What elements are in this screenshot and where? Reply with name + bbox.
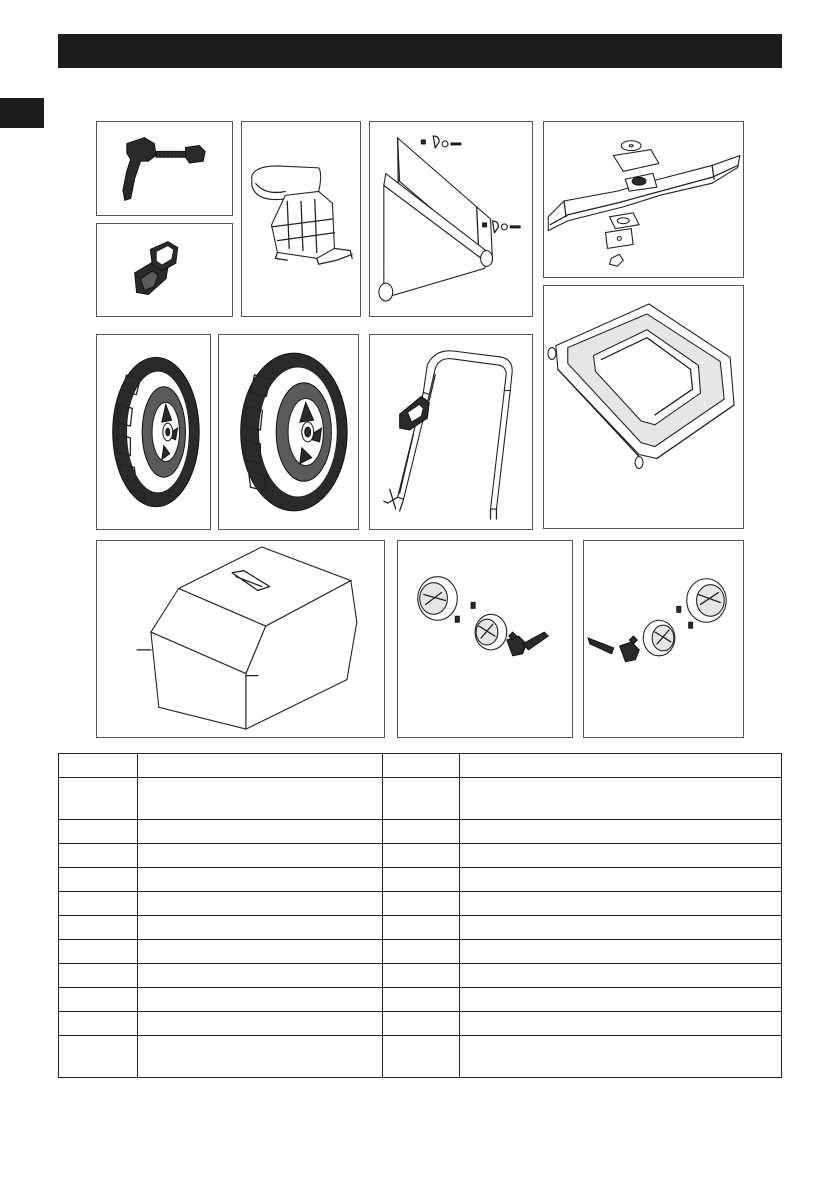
table-cell bbox=[59, 868, 138, 892]
blade-assembly-icon bbox=[544, 122, 743, 277]
table-cell bbox=[59, 754, 138, 778]
table-row bbox=[59, 868, 782, 892]
table-cell bbox=[382, 754, 460, 778]
table-cell bbox=[460, 1012, 782, 1036]
table-row bbox=[59, 892, 782, 916]
table-cell bbox=[382, 892, 460, 916]
table-cell bbox=[460, 892, 782, 916]
language-side-tab bbox=[0, 98, 44, 128]
table-cell bbox=[137, 1036, 382, 1078]
table-cell bbox=[59, 1036, 138, 1078]
panel-handle-clip bbox=[96, 223, 233, 317]
table-cell bbox=[137, 778, 382, 820]
table-row bbox=[59, 1012, 782, 1036]
table-cell bbox=[382, 964, 460, 988]
rear-flap-icon bbox=[544, 286, 743, 528]
panel-handle-bar bbox=[369, 334, 533, 530]
panel-quick-release-lever bbox=[96, 121, 233, 216]
table-cell bbox=[382, 916, 460, 940]
table-cell bbox=[382, 1036, 460, 1078]
table-cell bbox=[382, 778, 460, 820]
section-header-bar bbox=[58, 34, 782, 68]
table-cell bbox=[460, 778, 782, 820]
table-cell bbox=[460, 940, 782, 964]
table-row bbox=[59, 778, 782, 820]
panel-mulch-plug bbox=[241, 121, 361, 317]
table-cell bbox=[382, 988, 460, 1012]
table-row bbox=[59, 1036, 782, 1078]
table-cell bbox=[59, 964, 138, 988]
panel-height-adjust-right bbox=[583, 540, 744, 738]
rear-wheel-icon bbox=[219, 335, 358, 529]
table-cell bbox=[460, 820, 782, 844]
front-wheel-icon bbox=[97, 335, 210, 529]
table-cell bbox=[460, 868, 782, 892]
table-cell bbox=[460, 754, 782, 778]
table-cell bbox=[137, 940, 382, 964]
table-cell bbox=[460, 1036, 782, 1078]
height-adjust-knob-right-icon bbox=[584, 541, 743, 737]
table-row bbox=[59, 916, 782, 940]
table-cell bbox=[59, 892, 138, 916]
table-cell bbox=[59, 940, 138, 964]
mulch-plug-icon bbox=[242, 122, 360, 316]
table-cell bbox=[137, 868, 382, 892]
table-row bbox=[59, 964, 782, 988]
table-cell bbox=[59, 1012, 138, 1036]
table-cell bbox=[137, 964, 382, 988]
panel-rear-flap bbox=[543, 285, 744, 529]
table-cell bbox=[137, 988, 382, 1012]
height-adjust-knob-left-icon bbox=[398, 541, 572, 737]
table-cell bbox=[382, 940, 460, 964]
grass-catcher-bag-icon bbox=[97, 541, 384, 737]
table-cell bbox=[59, 844, 138, 868]
table-row bbox=[59, 820, 782, 844]
handle-clip-icon bbox=[97, 224, 232, 316]
quick-release-lever-icon bbox=[97, 122, 232, 215]
table-cell bbox=[59, 988, 138, 1012]
panel-wheel-large bbox=[218, 334, 359, 530]
table-cell bbox=[382, 820, 460, 844]
table-cell bbox=[137, 754, 382, 778]
table-cell bbox=[137, 820, 382, 844]
table-row bbox=[59, 988, 782, 1012]
table-cell bbox=[59, 778, 138, 820]
table-cell bbox=[59, 820, 138, 844]
table-cell bbox=[460, 844, 782, 868]
table-cell bbox=[137, 916, 382, 940]
table-cell bbox=[137, 1012, 382, 1036]
panel-wheel-small bbox=[96, 334, 211, 530]
handle-bar-icon bbox=[370, 335, 532, 529]
table-cell bbox=[137, 844, 382, 868]
table-cell bbox=[137, 892, 382, 916]
table-cell bbox=[460, 916, 782, 940]
panel-blade-assembly bbox=[543, 121, 744, 278]
table-cell bbox=[382, 844, 460, 868]
table-row bbox=[59, 844, 782, 868]
table-row bbox=[59, 754, 782, 778]
table-cell bbox=[382, 868, 460, 892]
parts-list-table bbox=[58, 753, 782, 1078]
panel-discharge-chute bbox=[369, 121, 533, 317]
panel-height-adjust-left bbox=[397, 540, 573, 738]
panel-grass-bag bbox=[96, 540, 385, 738]
table-cell bbox=[59, 916, 138, 940]
table-row bbox=[59, 940, 782, 964]
table-cell bbox=[460, 988, 782, 1012]
table-cell bbox=[460, 964, 782, 988]
discharge-chute-icon bbox=[370, 122, 532, 316]
table-cell bbox=[382, 1012, 460, 1036]
